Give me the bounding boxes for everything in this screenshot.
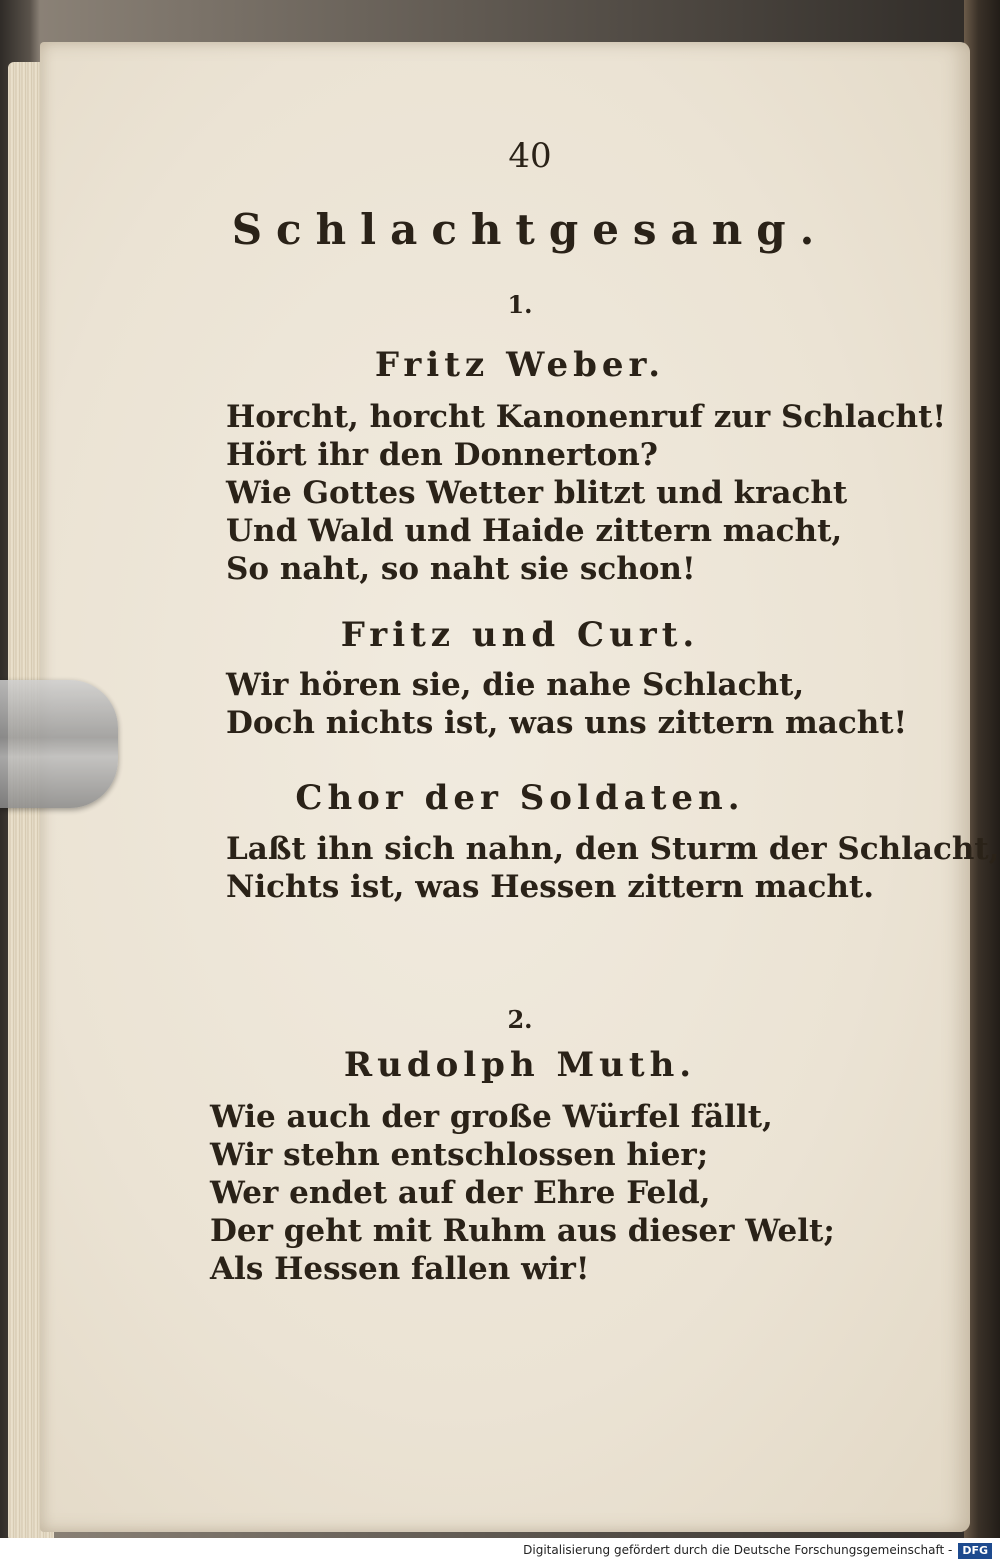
section-number: 1. <box>507 290 533 319</box>
page-number: 40 <box>508 136 552 176</box>
section-number: 2. <box>507 1005 533 1034</box>
verse-stanza <box>226 830 1000 906</box>
digitization-credit: Digitalisierung gefördert durch die Deutsche Forschungsgemeinschaft - <box>523 1543 953 1557</box>
verse-line: Wer endet auf der Ehre Feld, <box>210 1175 711 1211</box>
verse-line: Wir stehn entschlossen hier; <box>210 1137 709 1173</box>
verse-line: Nichts ist, was Hessen zittern macht. <box>226 869 875 905</box>
verse-line: Wie Gottes Wetter blitzt und kracht <box>226 475 848 511</box>
verse-line: So naht, so naht sie schon! <box>226 551 696 587</box>
speaker-heading: Chor der Soldaten. <box>295 778 745 818</box>
verse-stanza <box>226 398 946 588</box>
verse-line: Und Wald und Haide zittern macht, <box>226 513 843 549</box>
verse-stanza <box>210 1098 835 1288</box>
verse-line: Doch nichts ist, was uns zittern macht! <box>226 705 908 741</box>
speaker-heading: Fritz und Curt. <box>340 615 700 655</box>
verse-line: Als Hessen fallen wir! <box>210 1251 590 1287</box>
digitization-credit-bar <box>0 1538 1000 1562</box>
verse-line: Laßt ihn sich nahn, den Sturm der Schlacht, <box>226 831 1000 867</box>
verse-line: Wir hören sie, die nahe Schlacht, <box>226 667 805 703</box>
poem-title: Schlachtgesang. <box>231 205 829 254</box>
verse-line: Wie auch der große Würfel fällt, <box>210 1099 773 1135</box>
verse-line: Horcht, horcht Kanonenruf zur Schlacht! <box>226 399 947 435</box>
verse-line: Hört ihr den Donnerton? <box>226 437 658 473</box>
speaker-heading: Fritz Weber. <box>374 345 666 385</box>
verse-stanza <box>226 666 907 742</box>
verse-line: Der geht mit Ruhm aus dieser Welt; <box>210 1213 835 1249</box>
dfg-logo: DFG <box>958 1543 992 1559</box>
speaker-heading: Rudolph Muth. <box>343 1045 697 1085</box>
